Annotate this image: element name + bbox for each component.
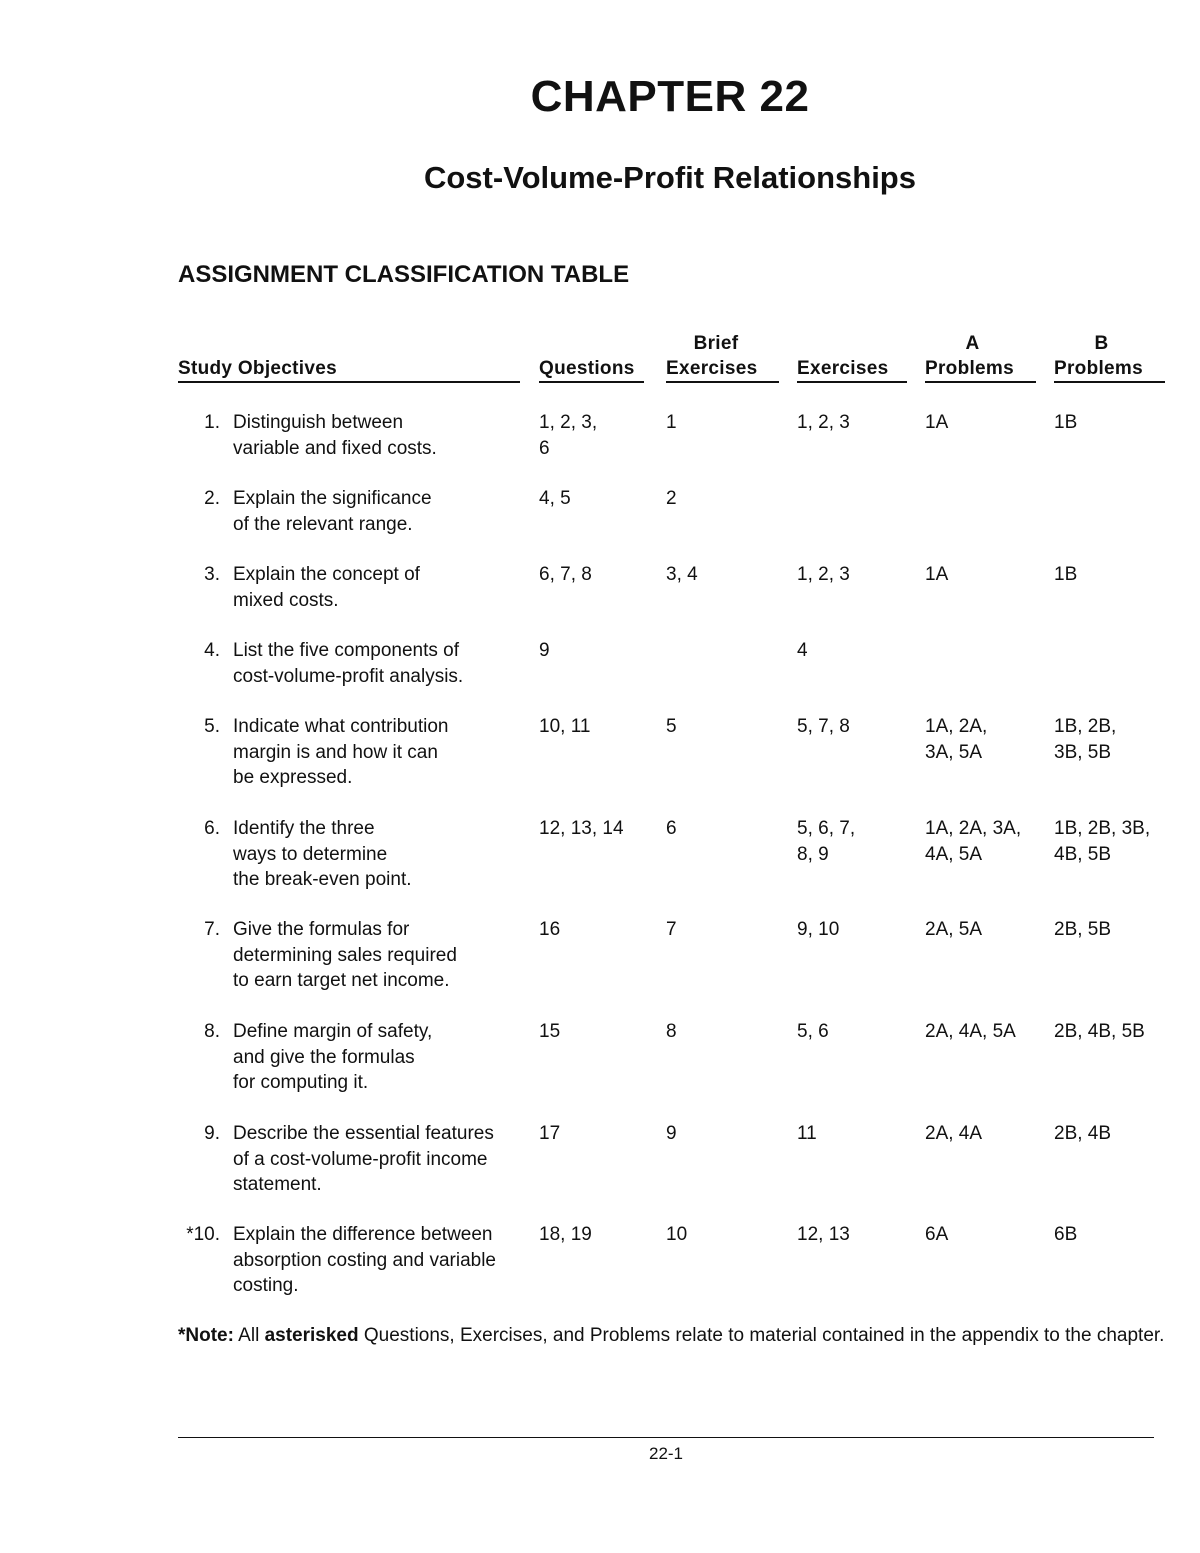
objective-number: 5.	[204, 716, 220, 737]
questions-cell: 16	[539, 919, 561, 940]
appendix-note	[178, 1323, 1168, 1349]
b-problems-cell: 1B	[1054, 564, 1078, 585]
a-problems-cell: 1A	[925, 412, 949, 433]
objective-number: 3.	[204, 564, 220, 585]
brief-exercises-cell: 10	[666, 1224, 688, 1245]
objective-number: 6.	[204, 818, 220, 839]
footer-rule	[178, 1437, 1154, 1438]
b-problems-cell: 2B, 5B	[1054, 919, 1112, 940]
note-label: *Note:	[178, 1325, 234, 1346]
questions-cell: 17	[539, 1123, 561, 1144]
header-label: Exercises	[797, 358, 889, 379]
objective-text: Explain the difference between absorption costing and variable costing.	[233, 1224, 497, 1296]
exercises-cell: 9, 10	[797, 919, 840, 940]
page-number: 22-1	[648, 1444, 684, 1463]
header-label-top: A	[965, 333, 980, 354]
header-label: Problems	[1054, 358, 1143, 379]
brief-exercises-cell: 7	[666, 919, 677, 940]
brief-exercises-cell: 3, 4	[666, 564, 698, 585]
brief-exercises-cell: 9	[666, 1123, 677, 1144]
b-problems-cell: 1B, 2B, 3B, 4B, 5B	[1054, 818, 1151, 865]
header-exercises	[797, 356, 907, 383]
objective-number: 8.	[204, 1021, 220, 1042]
questions-cell: 10, 11	[539, 716, 591, 737]
chapter-subtitle: Cost-Volume-Profit Relationships	[423, 160, 916, 195]
questions-cell: 6, 7, 8	[539, 564, 592, 585]
header-questions	[539, 356, 644, 383]
b-problems-cell: 1B	[1054, 412, 1078, 433]
objective-text: Indicate what contribution margin is and how it can be expressed.	[233, 716, 449, 788]
exercises-cell: 5, 6	[797, 1021, 829, 1042]
b-problems-cell: 2B, 4B	[1054, 1123, 1112, 1144]
objective-text: Distinguish between variable and fixed costs.	[233, 412, 437, 459]
header-brief-exercises	[666, 331, 779, 383]
objective-number: 1.	[204, 412, 220, 433]
brief-exercises-cell: 1	[666, 412, 677, 433]
brief-exercises-cell: 6	[666, 818, 677, 839]
objective-number: 4.	[204, 640, 220, 661]
objective-number: *10.	[186, 1224, 220, 1245]
exercises-cell: 5, 7, 8	[797, 716, 850, 737]
objective-text: Define margin of safety, and give the formulas for computing it.	[233, 1021, 433, 1093]
a-problems-cell: 1A	[925, 564, 949, 585]
header-label: Exercises	[666, 358, 758, 379]
header-label-top: B	[1094, 333, 1109, 354]
b-problems-cell: 6B	[1054, 1224, 1078, 1245]
objective-text: Identify the three ways to determine the break-even point.	[233, 818, 412, 890]
objective-text: Explain the significance of the relevant range.	[233, 488, 432, 535]
b-problems-cell: 2B, 4B, 5B	[1054, 1021, 1145, 1042]
header-label: Problems	[925, 358, 1014, 379]
a-problems-cell: 1A, 2A, 3A, 5A	[925, 716, 988, 763]
exercises-cell: 1, 2, 3	[797, 564, 850, 585]
header-label: Study Objectives	[178, 358, 337, 379]
header-study-objectives	[178, 356, 520, 383]
chapter-title: CHAPTER 22	[530, 72, 810, 121]
questions-cell: 9	[539, 640, 550, 661]
header-a-problems	[925, 331, 1036, 383]
exercises-cell: 5, 6, 7, 8, 9	[797, 818, 856, 865]
a-problems-cell: 2A, 5A	[925, 919, 983, 940]
exercises-cell: 4	[797, 640, 808, 661]
brief-exercises-cell: 2	[666, 488, 677, 509]
a-problems-cell: 1A, 2A, 3A, 4A, 5A	[925, 818, 1022, 865]
a-problems-cell: 6A	[925, 1224, 949, 1245]
table-title: ASSIGNMENT CLASSIFICATION TABLE	[178, 261, 630, 288]
exercises-cell: 1, 2, 3	[797, 412, 850, 433]
questions-cell: 15	[539, 1021, 561, 1042]
a-problems-cell: 2A, 4A, 5A	[925, 1021, 1016, 1042]
questions-cell: 1, 2, 3, 6	[539, 412, 598, 459]
objective-number: 9.	[204, 1123, 220, 1144]
exercises-cell: 11	[797, 1123, 817, 1144]
questions-cell: 4, 5	[539, 488, 571, 509]
exercises-cell: 12, 13	[797, 1224, 850, 1245]
questions-cell: 18, 19	[539, 1224, 592, 1245]
brief-exercises-cell: 5	[666, 716, 677, 737]
note-text-2: Questions, Exercises, and Problems relate to material contained in the appendix to the chapter.	[358, 1325, 1165, 1346]
objective-text: Describe the essential features of a cost-volume-profit income statement.	[233, 1123, 494, 1195]
a-problems-cell: 2A, 4A	[925, 1123, 983, 1144]
header-label-top: Brief	[693, 333, 739, 354]
questions-cell: 12, 13, 14	[539, 818, 624, 839]
objective-text: Give the formulas for determining sales required to earn target net income.	[233, 919, 457, 991]
objective-text: Explain the concept of mixed costs.	[233, 564, 420, 611]
b-problems-cell: 1B, 2B, 3B, 5B	[1054, 716, 1117, 763]
objective-number: 7.	[204, 919, 220, 940]
header-label: Questions	[539, 358, 635, 379]
brief-exercises-cell: 8	[666, 1021, 677, 1042]
objective-number: 2.	[204, 488, 220, 509]
header-b-problems	[1054, 331, 1165, 383]
objective-text: List the five components of cost-volume-profit analysis.	[233, 640, 464, 687]
note-text-1: All	[233, 1325, 265, 1346]
note-bold-word: asterisked	[264, 1325, 359, 1346]
